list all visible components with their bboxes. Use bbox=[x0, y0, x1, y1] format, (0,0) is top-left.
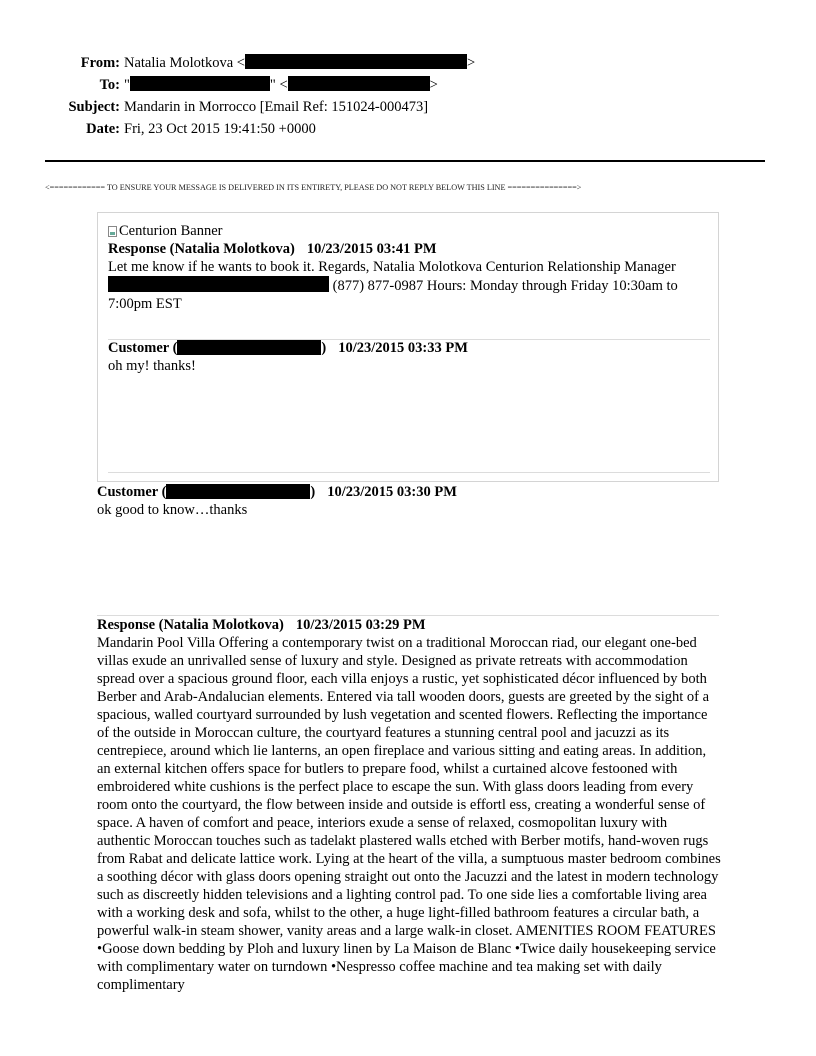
email-header bbox=[0, 52, 816, 140]
broken-image-icon bbox=[108, 226, 117, 237]
date-row bbox=[0, 118, 816, 140]
reply-notice: <============ TO ENSURE YOUR MESSAGE IS DELIVERED IN ITS ENTIRETY, PLEASE DO NOT REPLY BELOW THIS LINE ===============> bbox=[45, 183, 582, 192]
redacted-block bbox=[166, 484, 310, 499]
from-close: > bbox=[466, 55, 476, 71]
banner-alt-text: Centurion Banner bbox=[119, 223, 223, 239]
message-separator bbox=[108, 472, 710, 473]
subject-value: Mandarin in Morrocco [Email Ref: 151024-000473] bbox=[124, 99, 429, 115]
message-header bbox=[97, 617, 721, 634]
message-author: Response (Natalia Molotkova) bbox=[108, 241, 295, 257]
to-mid: " < bbox=[269, 77, 288, 93]
from-row bbox=[0, 52, 816, 74]
message-header bbox=[108, 241, 710, 258]
redacted-block bbox=[288, 76, 430, 91]
message-timestamp: 10/23/2015 03:41 PM bbox=[306, 241, 437, 257]
message-header: Customer ( ) 10/23/2015 03:30 PM bbox=[97, 484, 457, 500]
message-header: Customer ( ) 10/23/2015 03:33 PM bbox=[108, 340, 468, 356]
message-body: ok good to know…thanks bbox=[97, 502, 248, 518]
message-timestamp: 10/23/2015 03:29 PM bbox=[295, 617, 426, 633]
from-label: From: bbox=[80, 55, 120, 71]
subject-label: Subject: bbox=[68, 99, 120, 115]
message-customer-2 bbox=[97, 484, 719, 519]
header-divider bbox=[45, 160, 765, 162]
redacted-block bbox=[108, 276, 329, 292]
message-separator bbox=[97, 615, 719, 616]
redacted-block bbox=[130, 76, 270, 91]
subject-row bbox=[0, 96, 816, 118]
to-row bbox=[0, 74, 816, 96]
thread-box bbox=[97, 212, 719, 482]
message-response-1 bbox=[108, 241, 710, 313]
message-response-2 bbox=[97, 617, 721, 994]
to-label: To: bbox=[99, 77, 120, 93]
message-body: Mandarin Pool Villa Offering a contemporary twist on a traditional Moroccan riad, our elegant one-bed villas exude an unrivalled sense of luxury and style. Designed as private retreats with accommodation spread over a spacious ground floor, each villa enjoys a rustic, yet sophisticated décor influenced by both Berber and Arab-Andalucian elements. Entered via tall wooden doors, guests are greeted by the sight of a spacious, walled courtyard surrounded by lush vegetation and scented flowers. Reflecting the importance of the outside in Moroccan culture, the courtyard features a stunning central pool and jacuzzi as its centrepiece, around which lie lanterns, an open fireplace and various sitting and eating areas. In addition, an external kitchen offers space for butlers to prepare food, whilst a curtained alcove festooned with embroidered white cushions is the perfect place to escape the sun. With glass doors leading from every room onto the courtyard, the flow between inside and outside is effortl ess, creating a wonderful sense of space. A haven of comfort and peace, interiors exude a sense of relaxed, cosmopolitan luxury with authentic Moroccan touches such as tadelakt plastered walls etched with Berber motifs, hand-woven rugs from Rabat and delicate lattice work. Lying at the heart of the villa, a sumptuous master bedroom combines a soothing décor with glass doors opening straight out onto the Jacuzzi and the latest in modern technology such as discreetly hidden televisions and a lighting control pad. To one side lies a comfortable living area with a working desk and sofa, whilst to the other, a huge light-filled bathroom features a circular bath, a powerful walk-in steam shower, vanity areas and a large walk-in closet. AMENITIES ROOM FEATURES •Goose down bedding by Ploh and luxury linen by La Maison de Blanc •Twice daily housekeeping service with complimentary water on turndown •Nespresso coffee machine and tea making set with daily complimentary bbox=[97, 635, 721, 993]
from-name: Natalia Molotkova < bbox=[124, 55, 245, 71]
date-label: Date: bbox=[86, 121, 120, 137]
to-open: " bbox=[124, 77, 130, 93]
message-body: oh my! thanks! bbox=[108, 358, 196, 374]
message-timestamp: 10/23/2015 03:33 PM bbox=[338, 340, 468, 356]
message-customer-1 bbox=[108, 340, 710, 375]
date-value: Fri, 23 Oct 2015 19:41:50 +0000 bbox=[124, 121, 316, 137]
banner-image bbox=[108, 223, 223, 240]
message-author: Response (Natalia Molotkova) bbox=[97, 617, 284, 633]
to-close: > bbox=[429, 77, 438, 93]
message-body: Let me know if he wants to book it. Regards, Natalia Molotkova Centurion Relationship Manager (877) 877-0987 Hours: Monday through Friday 10:30am to 7:00pm EST bbox=[108, 259, 678, 312]
redacted-block bbox=[177, 340, 321, 355]
message-timestamp: 10/23/2015 03:30 PM bbox=[327, 484, 457, 500]
redacted-block bbox=[245, 54, 467, 69]
